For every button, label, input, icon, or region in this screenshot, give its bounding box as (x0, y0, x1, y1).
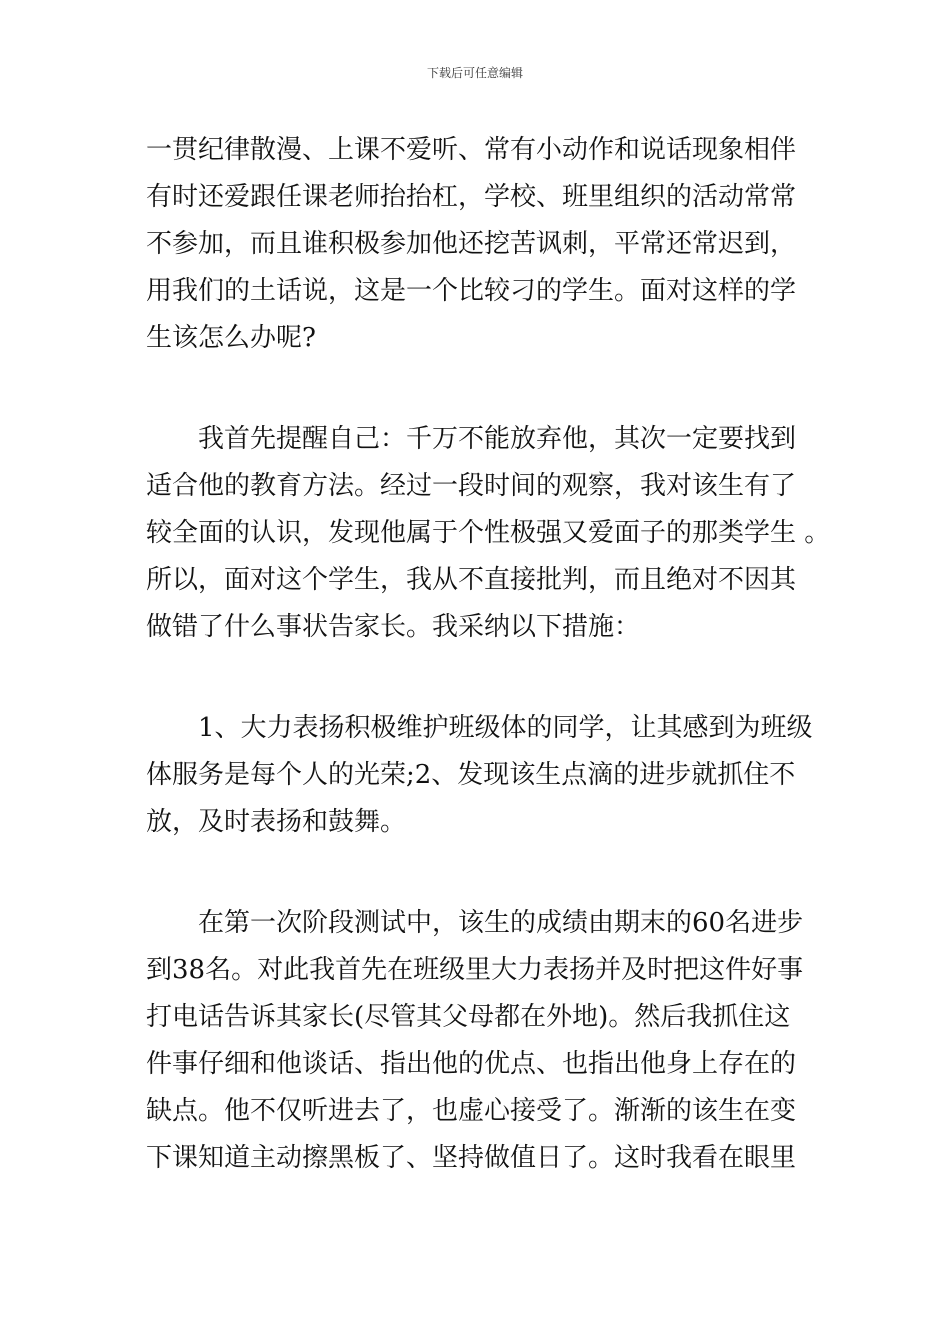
text-line: 缺点。他不仅听进去了，也虚心接受了。渐渐的该生在变 (146, 1096, 797, 1126)
text-line: 较全面的认识，发现他属于个性极强又爱面子的那类学生 。 (146, 518, 831, 548)
paragraph-4 (146, 900, 826, 1182)
paragraph-3 (146, 705, 826, 846)
text-line: 打电话告诉其家长(尽管其父母都在外地)。然后我抓住这 (146, 1002, 791, 1032)
text-line: 有时还爱跟任课老师抬抬杠，学校、班里组织的活动常常 (146, 182, 797, 212)
text-line: 下课知道主动擦黑板了、坚持做值日了。这时我看在眼里 (146, 1143, 797, 1173)
text-line: 放，及时表扬和鼓舞。 (146, 807, 407, 837)
text-line: 我首先提醒自己：千万不能放弃他，其次一定要找到 (198, 424, 797, 454)
text-line: 所以，面对这个学生，我从不直接批判，而且绝对不因其 (146, 565, 797, 595)
page-header: 下载后可任意编辑 (426, 66, 523, 80)
text-line: 件事仔细和他谈话、指出他的优点、也指出他身上存在的 (146, 1049, 797, 1079)
paragraph-gap (146, 846, 826, 900)
paragraph-gap (146, 362, 826, 416)
text-line: 生该怎么办呢? (146, 323, 316, 353)
text-line: 一贯纪律散漫、上课不爱听、常有小动作和说话现象相伴 (146, 135, 797, 165)
text-line: 做错了什么事状告家长。我采纳以下措施： (146, 612, 641, 642)
document-body (146, 127, 831, 1182)
text-line: 用我们的土话说，这是一个比较刁的学生。面对这样的学 (146, 276, 797, 306)
paragraph-2 (146, 416, 831, 651)
paragraph-1 (146, 127, 826, 362)
text-line: 体服务是每个人的光荣;2、发现该生点滴的进步就抓住不 (146, 760, 796, 790)
text-line: 适合他的教育方法。经过一段时间的观察，我对该生有了 (146, 471, 797, 501)
text-line: 在第一次阶段测试中，该生的成绩由期末的60名进步 (198, 908, 804, 938)
paragraph-gap (146, 651, 826, 705)
text-line: 1、大力表扬积极维护班级体的同学，让其感到为班级 (198, 713, 813, 743)
text-line: 不参加，而且谁积极参加他还挖苦讽刺，平常还常迟到， (146, 229, 797, 259)
text-line: 到38名。对此我首先在班级里大力表扬并及时把这件好事 (146, 955, 804, 985)
